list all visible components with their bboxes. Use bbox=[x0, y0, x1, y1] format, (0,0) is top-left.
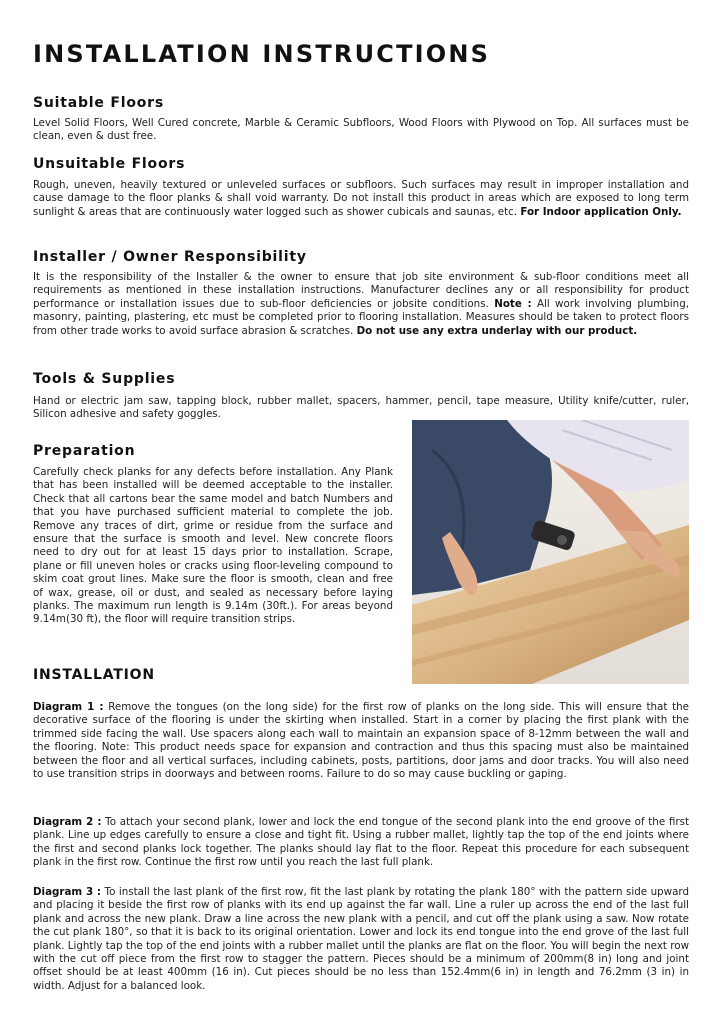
diagram-2-label: Diagram 2 : bbox=[33, 816, 102, 828]
diagram-1-text bbox=[33, 701, 689, 781]
suitable-floors-heading: Suitable Floors bbox=[33, 95, 165, 111]
installer-responsibility-text bbox=[33, 271, 689, 338]
diagram-3-label: Diagram 3 : bbox=[33, 886, 102, 898]
diagram-2-text bbox=[33, 816, 689, 870]
installer-text-1: It is the responsibility of the Installer & the owner to ensure that job site environment & sub-floor conditions meet all requirements as mentioned in these installation instructions. Manufacturer declines any or all responsibility for product performance or installation issues due to sub-floor deficiencies or jobsite conditions. bbox=[33, 271, 689, 310]
diagram-2-body: To attach your second plank, lower and lock the end tongue of the second plank into the end groove of the first plank. Line up edges carefully to ensure a close and tight fit. Using a rubber mallet, lightly tap the top of the end joints where the first and second planks lock together. The planks should lay flat to the floor. Repeat this procedure for each subsequent plank in the first row. Continue the first row until you reach the last full plank. bbox=[33, 816, 689, 869]
indoor-only-note: For Indoor application Only. bbox=[520, 205, 682, 218]
diagram-3-text bbox=[33, 886, 689, 993]
no-underlay-note: Do not use any extra underlay with our product. bbox=[356, 324, 638, 337]
diagram-3-body: To install the last plank of the first row, fit the last plank by rotating the plank 180° with the pattern side upward and placing it beside the first row of planks with its end up against the far wall. Line a ruler up across the end of the last full plank and across the new plank. Draw a line across the new plank with a pencil, and cut off the plank using a saw. Now rotate the cut plank 180°, so that it is back to its original orientation. Lower and lock its end tongue into the end grove of the last full plank. Lightly tap the top of the end joints with a rubber mallet until the planks are flat on the floor. You will begin the next row with the cut off piece from the first row to stagger the pattern. Pieces should be a minimum of 200mm(8 in) long and joint offset should be at least 400mm (16 in). Cut pieces should be no less than 152.4mm(6 in) in length and 76.2mm (3 in) in width. Adjust for a balanced look. bbox=[33, 886, 689, 992]
installer-responsibility-heading: Installer / Owner Responsibility bbox=[33, 249, 307, 265]
unsuitable-floors-body: Rough, uneven, heavily textured or unleveled surfaces or subfloors. Such surfaces may result in improper installation and cause damage to the floor planks & shall void warranty. Do not install this product in areas which are exposed to long term sunlight & areas that are continuously water logged such as shower cubicals and saunas, etc. bbox=[33, 179, 689, 218]
unsuitable-floors-text bbox=[33, 179, 689, 219]
note-label: Note : bbox=[494, 297, 532, 310]
tools-supplies-heading: Tools & Supplies bbox=[33, 371, 176, 387]
flooring-installation-photo bbox=[412, 420, 689, 684]
suitable-floors-text: Level Solid Floors, Well Cured concrete, Marble & Ceramic Subfloors, Wood Floors with Plywood on Top. All surfaces must be clean, even & dust free. bbox=[33, 117, 689, 143]
page-title: INSTALLATION INSTRUCTIONS bbox=[33, 40, 491, 68]
installer-illustration bbox=[412, 420, 689, 684]
installation-heading: INSTALLATION bbox=[33, 667, 155, 683]
diagram-1-body: Remove the tongues (on the long side) for the first row of planks on the long side. This will ensure that the decorative surface of the flooring is under the skirting when installed. Start in a corner by placing the first plank with the trimmed side facing the wall. Use spacers along each wall to maintain an expansion space of 8-12mm between the wall and the flooring. Note: This product needs space for expansion and contraction and thus this spacing must also be maintained between the floor and all vertical surfaces, including cabinets, posts, partitions, door jams and door tracks. You will also need to use transition strips in doorways and between rooms. Failure to do so may cause buckling or gaping. bbox=[33, 701, 690, 781]
installer-text-2: All work involving plumbing, masonry, painting, plastering, etc must be completed prior to flooring installation. Measures should be taken to protect floors from other trade works to avoid surface abrasion & scratches. bbox=[33, 297, 689, 337]
tools-supplies-text: Hand or electric jam saw, tapping block, rubber mallet, spacers, hammer, pencil, tape measure, Utility knife/cutter, ruler, Silicon adhesive and safety goggles. bbox=[33, 395, 689, 421]
diagram-1-label: Diagram 1 : bbox=[33, 701, 104, 713]
preparation-heading: Preparation bbox=[33, 443, 136, 459]
preparation-text: Carefully check planks for any defects before installation. Any Plank that has been installed will be deemed acceptable to the installer. Check that all cartons bear the same model and batch Numbers and that you have purchased sufficient material to complete the job. Remove any traces of dirt, grime or residue from the surface and ensure that the surface is smooth and level. New concrete floors need to dry out for at least 15 days prior to installation. Scrape, plane or fill uneven holes or cracks using floor-leveling compound to skim coat grout lines. Make sure the floor is smooth, clean and free of wax, grease, oil or dust, and sealed as necessary before laying planks. The maximum run length is 9.14m (30ft.). For areas beyond 9.14m(30 ft), the floor will require transition strips. bbox=[33, 466, 393, 626]
unsuitable-floors-heading: Unsuitable Floors bbox=[33, 156, 186, 172]
